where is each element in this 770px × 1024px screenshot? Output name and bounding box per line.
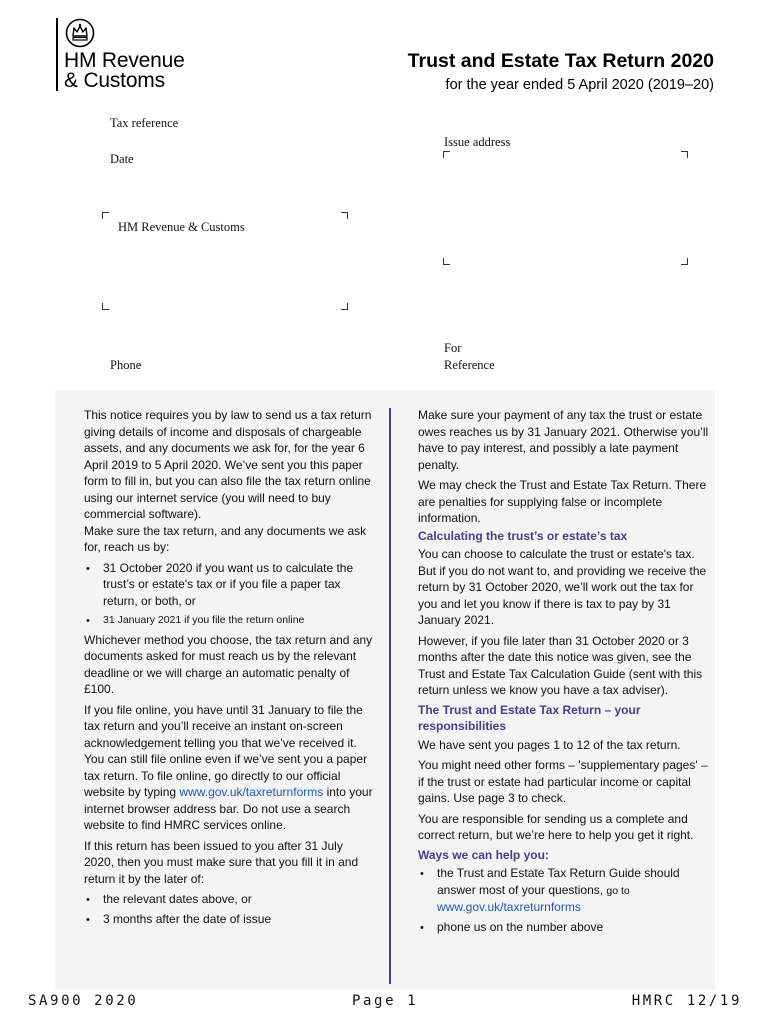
section-heading: Ways we can help you: — [418, 847, 549, 862]
form-title: Trust and Estate Tax Return 2020 — [407, 50, 714, 72]
page-number: Page 1 — [352, 993, 419, 1009]
notice-paragraph: This notice requires you by law to send us a tax return giving details of income and disposals of chargeable assets, and any documents we ask for, for the year 6 April 2019 to 5 April 2020. We’ve sent you this paper form to fill in, but you can also file the tax return online using our internet service (you will need to buy commercial software). — [84, 408, 372, 521]
list-item — [418, 865, 714, 916]
online-filing-text-cont: into your internet browser address bar. Do not use a search website to find HMRC services online. — [84, 785, 373, 832]
notice-right-column — [418, 407, 714, 938]
sender-corner-mark — [341, 303, 348, 310]
notice-paragraph: You are responsible for sending us a complete and correct return, but we’re here to help you get it right. — [418, 811, 694, 842]
notice-paragraph: Make sure the tax return, and any documents we ask for, reach us by: — [84, 523, 367, 554]
royal-crest-icon — [65, 18, 95, 48]
notice-left-column — [84, 407, 374, 930]
org-name-line2: & Customs — [64, 69, 165, 92]
address-corner-mark — [681, 151, 688, 158]
sender-corner-mark — [102, 212, 109, 219]
help-guide-text: the Trust and Estate Tax Return Guide should answer most of your questions, — [437, 866, 680, 897]
for-reference-label-line2: Reference — [444, 358, 495, 372]
hmrc-code: HMRC 12/19 — [631, 993, 742, 1009]
help-list — [418, 865, 714, 935]
org-name — [64, 51, 185, 91]
online-filing-paragraph — [84, 702, 374, 834]
sender-corner-mark — [102, 303, 109, 310]
date-label: Date — [110, 152, 134, 166]
notice-paragraph: However, if you file later than 31 October 2020 or 3 months after the date this notice was given, see the Trust and Estate Tax Calculation Guide (sent with this return unless we know you have a tax adviser). — [418, 633, 703, 697]
taxreturnforms-link[interactable]: www.gov.uk/taxreturnforms — [179, 785, 324, 799]
section-heading: The Trust and Estate Tax Return – your responsibilities — [418, 702, 641, 733]
sender-name: HM Revenue & Customs — [118, 220, 245, 234]
notice-paragraph: You might need other forms – 'supplementary pages' – if the trust or estate had particular income or capital gains. Use page 3 to check. — [418, 758, 708, 805]
list-item: • the relevant dates above, or — [84, 891, 374, 908]
address-corner-mark — [681, 258, 688, 265]
notice-paragraph: You can choose to calculate the trust or estate's tax. But if you do not want to, and providing we receive the return by 31 October 2020, we’ll work out the tax for you and let you know if there is tax to pay by 31 January 2021. — [418, 547, 707, 627]
deadline-list — [84, 560, 374, 629]
phone-label: Phone — [110, 358, 142, 372]
form-subtitle: for the year ended 5 April 2020 (2019–20) — [445, 77, 714, 93]
taxreturnforms-link[interactable]: www.gov.uk/taxreturnforms — [437, 900, 581, 914]
issue-address-label: Issue address — [444, 135, 511, 149]
help-goto-text: go to — [606, 884, 630, 897]
later-of-list — [84, 891, 374, 927]
notice-paragraph: Whichever method you choose, the tax return and any documents asked for must reach us by the relevant deadline or we will charge an automatic penalty of £100. — [84, 632, 373, 696]
form-code: SA900 2020 — [28, 993, 139, 1009]
tax-reference-label: Tax reference — [110, 116, 179, 130]
notice-paragraph: We have sent you pages 1 to 12 of the tax return. — [418, 737, 681, 752]
logo-rule — [56, 18, 58, 91]
notice-paragraph: We may check the Trust and Estate Tax Return. There are penalties for supplying false or incomplete information. — [418, 478, 707, 525]
sender-corner-mark — [341, 212, 348, 219]
list-item: • 31 October 2020 if you want us to calculate the trust’s or estate's tax or if you file a paper tax return, or both, or — [84, 560, 374, 610]
for-reference-label-line1: For — [444, 341, 462, 355]
online-filing-text: If you file online, you have until 31 January to file the tax return and you’ll receive an instant on-screen acknowledgement telling you that we’ve received it. You can still file online even if we’ve sent you a paper tax return. To file online, go directly to our official website by typing — [84, 702, 368, 799]
address-corner-mark — [443, 258, 450, 265]
list-item: • 3 months after the date of issue — [84, 911, 374, 928]
list-item: • 31 January 2021 if you file the return online — [84, 612, 374, 629]
section-heading: Calculating the trust’s or estate’s tax — [418, 528, 628, 543]
org-name-line1: HM Revenue — [64, 49, 185, 72]
address-corner-mark — [443, 151, 450, 158]
notice-paragraph: Make sure your payment of any tax the trust or estate owes reaches us by 31 January 2021. Otherwise you’ll have to pay interest, and possibly a late payment penalty. — [418, 408, 709, 472]
column-divider — [389, 408, 391, 984]
notice-paragraph: If this return has been issued to you after 31 July 2020, then you must make sure that you fill it in and return it by the later of: — [84, 838, 359, 886]
list-item: • phone us on the number above — [418, 919, 714, 936]
